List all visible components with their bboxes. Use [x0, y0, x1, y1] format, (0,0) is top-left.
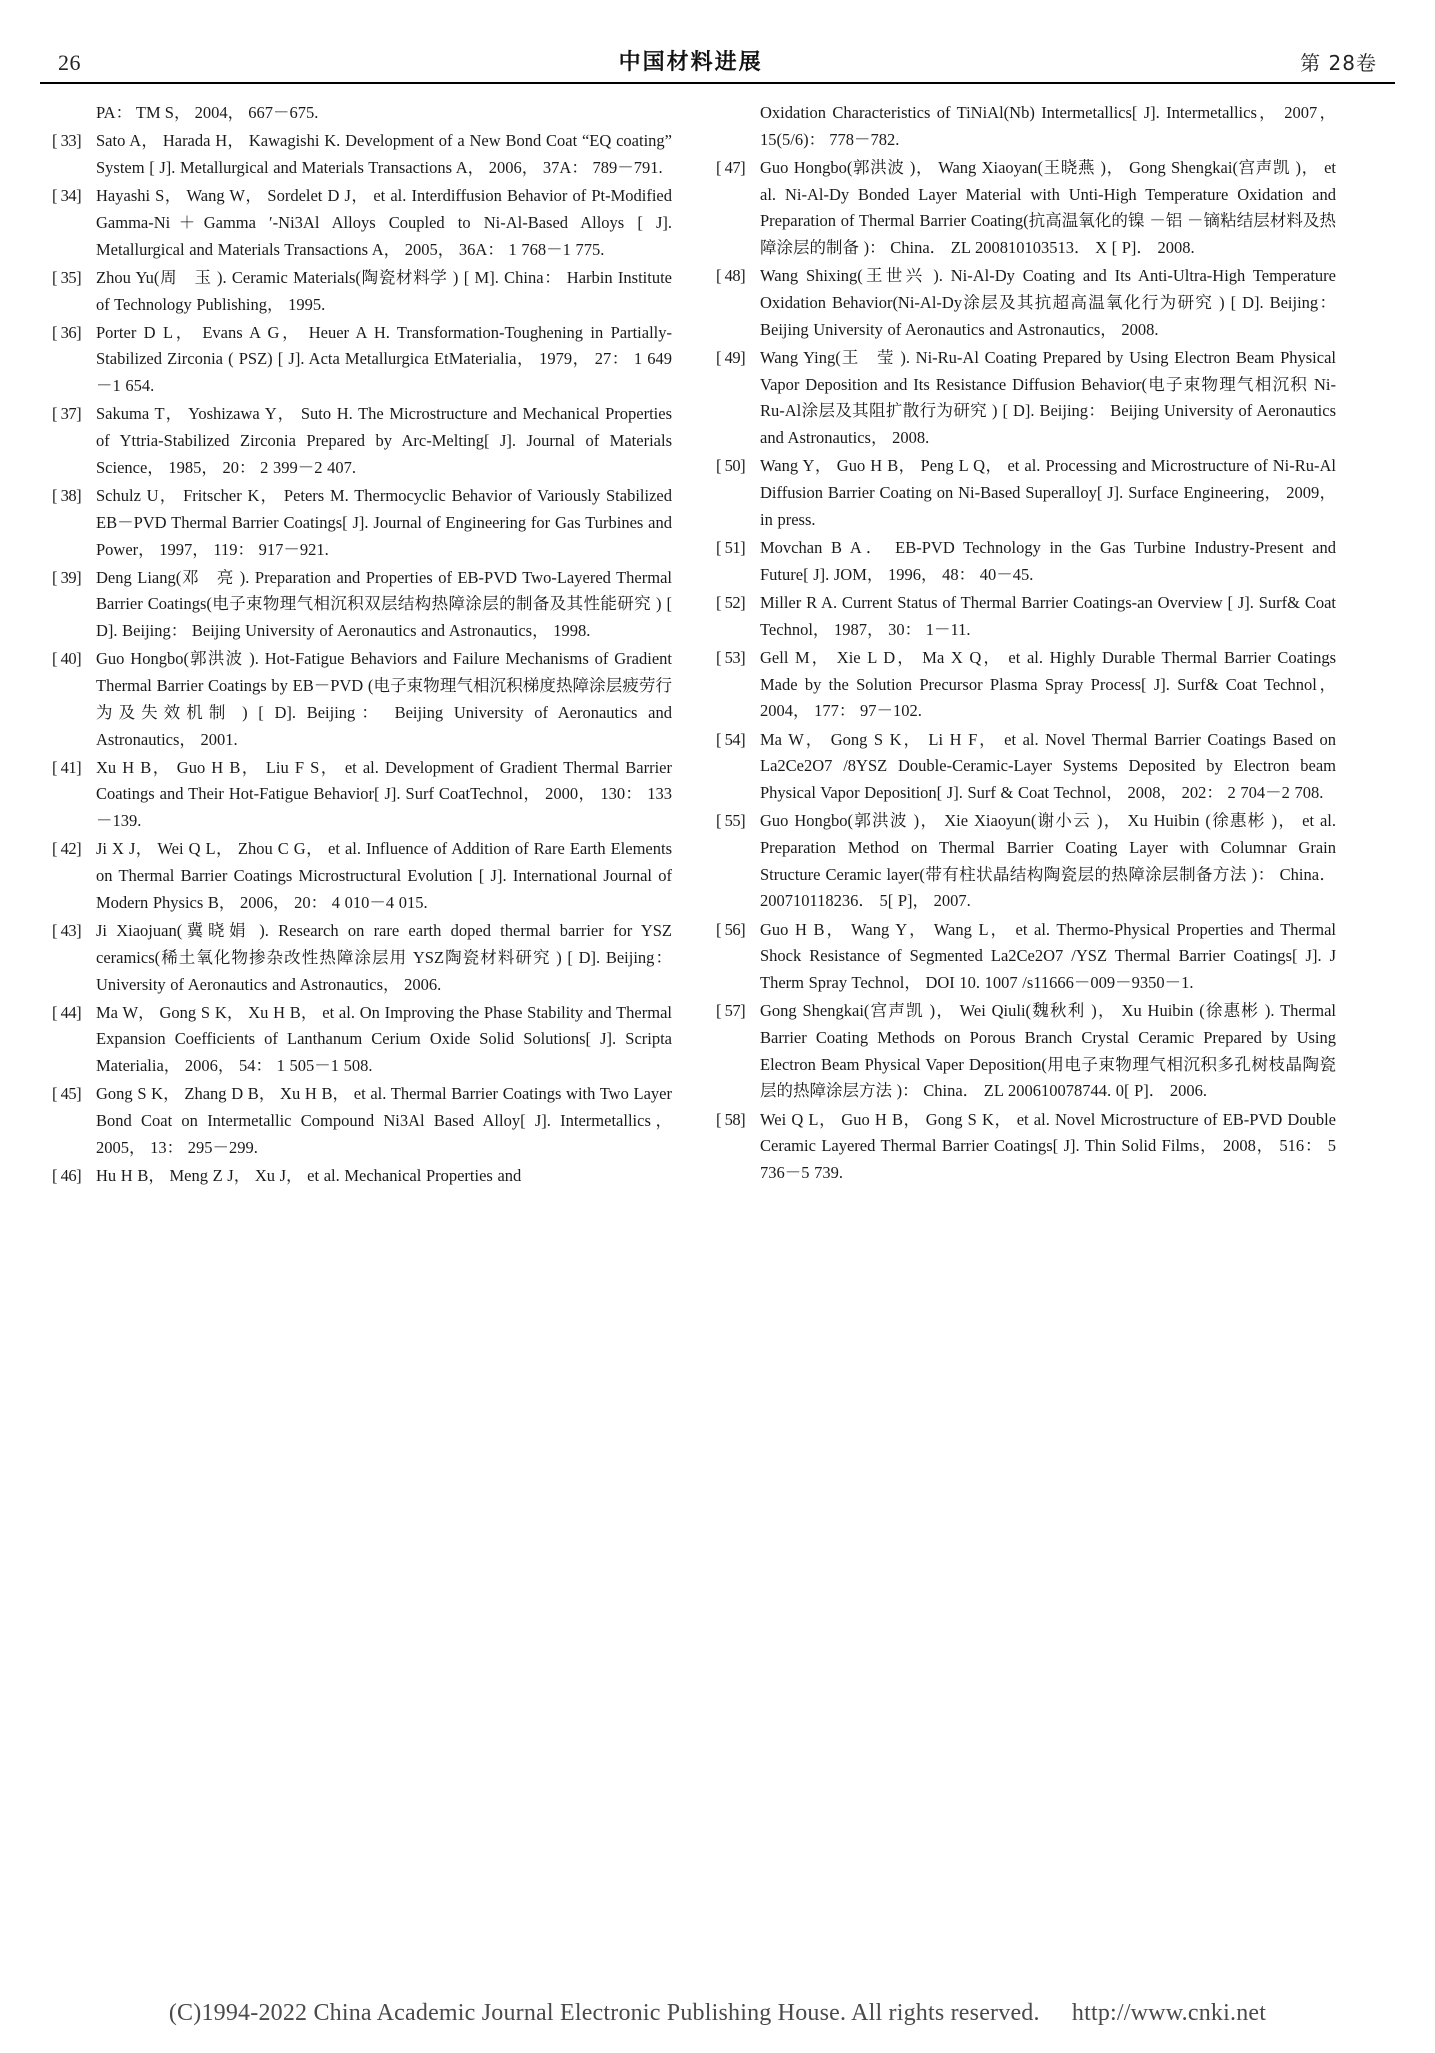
- reference-number: [ 51]: [716, 538, 746, 557]
- reference-number: [ 38]: [52, 486, 82, 506]
- reference-text: Wang Shixing(王世兴 ). Ni-Al-Dy Coating and Its Anti-Ultra-High Temperature Oxidation Behavior(Ni-Al-Dy涂层及其抗超高温氧化行为研究 ) [ D]. Beijing： Beijing University of Aeronautics and Astronautics， 2008.: [760, 266, 1336, 339]
- reference-item: [716, 998, 1336, 1105]
- reference-number: [ 53]: [716, 647, 746, 667]
- reference-item: [716, 345, 1336, 452]
- reference-item: [52, 836, 672, 916]
- reference-item: [52, 1000, 672, 1080]
- reference-text: Wang Ying(王 莹 ). Ni-Ru-Al Coating Prepared by Using Electron Beam Physical Vapor Deposition and Its Resistance Diffusion Behavior(电子束物理气相沉积 Ni-Ru-Al涂层及其阻扩散行为研究 ) [ D]. Beijing： Beijing University of Aeronautics and Astronautics， 2008.: [760, 347, 1336, 448]
- reference-text: Porter D L， Evans A G， Heuer A H. Transformation-Toughening in Partially-Stabilized Zirconia ( PSZ) [ J]. Acta Metallurgica EtMaterialia， 1979， 27： 1 649－1 654.: [96, 322, 672, 396]
- reference-number: [ 39]: [52, 567, 82, 587]
- left-column: [52, 100, 672, 1961]
- reference-text: Guo Hongbo(郭洪波 ). Hot-Fatigue Behaviors and Failure Mechanisms of Gradient Thermal Barrier Coatings by EB－PVD (电子束物理气相沉积梯度热障涂层疲劳行为及失效机制 ) [ D]. Beijing： Beijing University of Aeronautics and Astronautics， 2001.: [96, 649, 672, 749]
- reference-item: [716, 155, 1336, 262]
- reference-number: [ 48]: [716, 266, 746, 286]
- copyright-text: (C)1994-2022 China Academic Journal Electronic Publishing House. All rights reserved.: [168, 2000, 1040, 2026]
- reference-item: [52, 265, 672, 318]
- reference-text: Hayashi S， Wang W， Sordelet D J， et al. Interdiffusion Behavior of Pt-Modified Gamma-Ni＋Gamma ′-Ni3Al Alloys Coupled to Ni-Al-Based Alloys [ J]. Metallurgical and Materials Transactions A， 2005， 36A： 1 768－1 775.: [96, 186, 672, 259]
- reference-text: Movchan B A． EB-PVD Technology in the Gas Turbine Industry-Present and Future[ J]. JOM， 1996， 48： 40－45.: [760, 538, 1336, 584]
- carryover-text: PA： TM S， 2004， 667－675.: [96, 103, 319, 122]
- reference-number: [ 37]: [52, 404, 82, 424]
- reference-number: [ 43]: [52, 921, 82, 941]
- reference-number: [ 42]: [52, 839, 82, 859]
- reference-text: Gell M， Xie L D， Ma X Q， et al. Highly Durable Thermal Barrier Coatings Made by the Solution Precursor Plasma Spray Process[ J]. Surf& Coat Technol， 2004， 177： 97－102.: [760, 647, 1336, 721]
- reference-number: [ 41]: [52, 757, 82, 777]
- reference-number: [ 56]: [716, 919, 746, 939]
- reference-item: [716, 453, 1336, 533]
- right-column: [716, 100, 1336, 1961]
- reference-text: Ji X J， Wei Q L， Zhou C G， et al. Influence of Addition of Rare Earth Elements on Thermal Barrier Coatings Microstructural Evolution [ J]. International Journal of Modern Physics B， 2006， 20： 4 010－4 015.: [96, 839, 672, 912]
- reference-text: Guo Hongbo(郭洪波 )， Wang Xiaoyan(王晓燕 )， Gong Shengkai(宫声凯 )， et al. Ni-Al-Dy Bonded Layer Material with Unti-High Temperature Oxidation and Preparation of Thermal Barrier Coating(抗高温氧化的镍 －铝 －镝粘结层材料及热障涂层的制备 )： China． ZL 200810103513． X [ P]． 2008.: [760, 157, 1336, 258]
- reference-text: Deng Liang(邓 亮 ). Preparation and Properties of EB-PVD Two-Layered Thermal Barrier Coatings(电子束物理气相沉积双层结构热障涂层的制备及其性能研究 ) [ D]. Beijing： Beijing University of Aeronautics and Astronautics， 1998.: [96, 567, 672, 641]
- reference-number: [ 44]: [52, 1002, 82, 1022]
- reference-item: [52, 1163, 672, 1190]
- reference-text: Gong S K， Zhang D B， Xu H B， et al. Thermal Barrier Coatings with Two Layer Bond Coat on Intermetallic Compound Ni3Al Based Alloy[ J]. Intermetallics， 2005， 13： 295－299.: [96, 1084, 672, 1157]
- reference-item: [52, 401, 672, 481]
- reference-text: Sato A， Harada H， Kawagishi K. Development of a New Bond Coat “EQ coating” System [ J]. Metallurgical and Materials Transactions A， 2006， 37A： 789－791.: [96, 131, 672, 177]
- reference-text: Miller R A. Current Status of Thermal Barrier Coatings-an Overview [ J]. Surf& Coat Technol， 1987， 30： 1－11.: [760, 592, 1336, 639]
- reference-text: Sakuma T， Yoshizawa Y， Suto H. The Microstructure and Mechanical Properties of Yttria-Stabilized Zirconia Prepared by Arc-Melting[ J]. Journal of Materials Science， 1985， 20： 2 399－2 407.: [96, 404, 672, 477]
- carryover-text: Oxidation Characteristics of TiNiAl(Nb) Intermetallics[ J]. Intermetallics， 2007， 15(5/6)： 778－782.: [760, 103, 1336, 149]
- reference-number: [ 58]: [716, 1109, 746, 1129]
- reference-item: [52, 320, 672, 400]
- reference-text: Gong Shengkai(宫声凯 )， Wei Qiuli(魏秋利 )， Xu Huibin (徐惠彬 ). Thermal Barrier Coating Methods on Porous Branch Crystal Ceramic Prepared by Using Electron Beam Physical Vaper Deposition(用电子束物理气相沉积多孔树枝晶陶瓷层的热障涂层方法 )： China． ZL 200610078744. 0[ P]． 2006.: [760, 1001, 1336, 1101]
- reference-number: [ 50]: [716, 456, 746, 476]
- reference-number: [ 40]: [52, 649, 82, 669]
- reference-text: Ma W， Gong S K， Xu H B， et al. On Improving the Phase Stability and Thermal Expansion Coefficients of Lanthanum Cerium Oxide Solid Solutions[ J]. Scripta Materialia， 2006， 54： 1 505－1 508.: [96, 1002, 672, 1076]
- reference-number: [ 49]: [716, 347, 746, 367]
- reference-item: [52, 755, 672, 835]
- reference-text: Wei Q L， Guo H B， Gong S K， et al. Novel Microstructure of EB-PVD Double Ceramic Layered Thermal Barrier Coatings[ J]. Thin Solid Films， 2008， 516： 5 736－5 739.: [760, 1109, 1336, 1183]
- footer-copyright: [0, 2000, 1435, 2027]
- reference-item: [716, 1107, 1336, 1187]
- reference-item: [716, 808, 1336, 915]
- reference-number: [ 55]: [716, 811, 746, 831]
- two-column-body: [52, 100, 1383, 1961]
- page-number: 26: [58, 50, 81, 75]
- reference-item: [716, 645, 1336, 725]
- reference-text: Ji Xiaojuan(冀晓娟 ). Research on rare earth doped thermal barrier for YSZ ceramics(稀土氧化物掺杂改性热障涂层用 YSZ陶瓷材料研究 ) [ D]. Beijing： University of Aeronautics and Astronautics， 2006.: [96, 921, 672, 994]
- reference-number: [ 36]: [52, 322, 82, 342]
- reference-text: Ma W， Gong S K， Li H F， et al. Novel Thermal Barrier Coatings Based on La2Ce2O7 /8YSZ Double-Ceramic-Layer Systems Deposited by Electron beam Physical Vapor Deposition[ J]. Surf & Coat Technol， 2008， 202： 2 704－2 708.: [760, 729, 1336, 802]
- reference-item: [52, 646, 672, 753]
- reference-number: [ 47]: [716, 157, 746, 177]
- reference-text: Guo H B， Wang Y， Wang L， et al. Thermo-Physical Properties and Thermal Shock Resistance of Segmented La2Ce2O7 /YSZ Thermal Barrier Coatings[ J]. J Therm Spray Technol， DOI 10. 1007 /s11666－009－9350－1.: [760, 919, 1336, 992]
- reference-text: Zhou Yu(周 玉 ). Ceramic Materials(陶瓷材料学 ) [ M]. China： Harbin Institute of Technology Publishing， 1995.: [96, 267, 672, 314]
- reference-text: Wang Y， Guo H B， Peng L Q， et al. Processing and Microstructure of Ni-Ru-Al Diffusion Barrier Coating on Ni-Based Superalloy[ J]. Surface Engineering， 2009， in press.: [760, 456, 1336, 529]
- reference-number: [ 46]: [52, 1166, 82, 1186]
- journal-title: 中国材料进展: [618, 50, 763, 75]
- reference-item: [716, 263, 1336, 343]
- reference-number: [ 54]: [716, 729, 746, 749]
- reference-text: Xu H B， Guo H B， Liu F S， et al. Development of Gradient Thermal Barrier Coatings and Their Hot-Fatigue Behavior[ J]. Surf CoatTechnol， 2000， 130： 133－139.: [96, 757, 672, 831]
- reference-number: [ 34]: [52, 186, 82, 206]
- reference-text: Guo Hongbo(郭洪波 )， Xie Xiaoyun(谢小云 )， Xu Huibin (徐惠彬 )， et al. Preparation Method on Thermal Barrier Coating Layer with Columnar Grain Structure Ceramic layer(带有柱状晶结构陶瓷层的热障涂层制备方法 )： China． 200710118236． 5[ P]， 2007.: [760, 811, 1336, 911]
- reference-number: [ 52]: [716, 592, 746, 612]
- reference-item: [716, 535, 1336, 588]
- reference-item: [52, 183, 672, 263]
- reference-item: [52, 1081, 672, 1161]
- reference-item: [716, 917, 1336, 997]
- reference-text: Schulz U， Fritscher K， Peters M. Thermocyclic Behavior of Variously Stabilized EB－PVD Thermal Barrier Coatings[ J]. Journal of Engineering for Gas Turbines and Power， 1997， 119： 917－921.: [96, 486, 672, 559]
- reference-number: [ 35]: [52, 267, 82, 287]
- page-header: [58, 40, 1377, 76]
- reference-item: [716, 727, 1336, 807]
- header-divider: [40, 82, 1395, 84]
- reference-item: [52, 565, 672, 645]
- reference-item: [716, 590, 1336, 643]
- reference-number: [ 33]: [52, 131, 82, 151]
- reference-number: [ 57]: [716, 1001, 746, 1021]
- volume-label: 第 28卷: [1300, 51, 1377, 75]
- reference-text: Hu H B， Meng Z J， Xu J， et al. Mechanical Properties and: [96, 1166, 522, 1186]
- reference-number: [ 45]: [52, 1084, 82, 1104]
- reference-item: [52, 128, 672, 181]
- reference-item: [52, 483, 672, 563]
- reference-item: [52, 918, 672, 998]
- cnki-url: http://www.cnki.net: [1071, 2000, 1267, 2026]
